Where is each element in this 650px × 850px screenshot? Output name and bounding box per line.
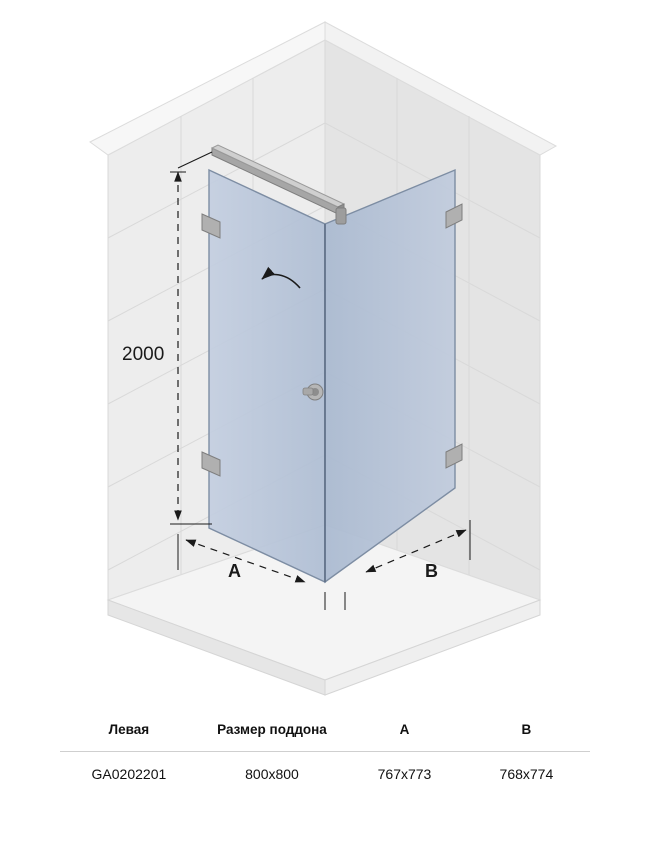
cell-tray-size: 800x800	[198, 752, 346, 793]
cell-dimension-b: 768x774	[463, 752, 590, 793]
cell-product-code: GA0202201	[60, 752, 198, 793]
table-row	[60, 752, 590, 793]
height-dimension-label: 2000	[122, 344, 165, 365]
header-tray-size: Размер поддона	[217, 722, 327, 737]
header-a: A	[399, 722, 410, 737]
cell-dimension-a: 767x773	[346, 752, 463, 793]
glass-door-panel	[209, 170, 325, 582]
header-b: B	[521, 722, 532, 737]
specification-table	[60, 712, 590, 792]
header-side: Левая	[108, 722, 150, 737]
dimension-a-label: A	[228, 561, 241, 581]
dimension-b-label: B	[425, 561, 438, 581]
table-header-row	[60, 712, 590, 752]
